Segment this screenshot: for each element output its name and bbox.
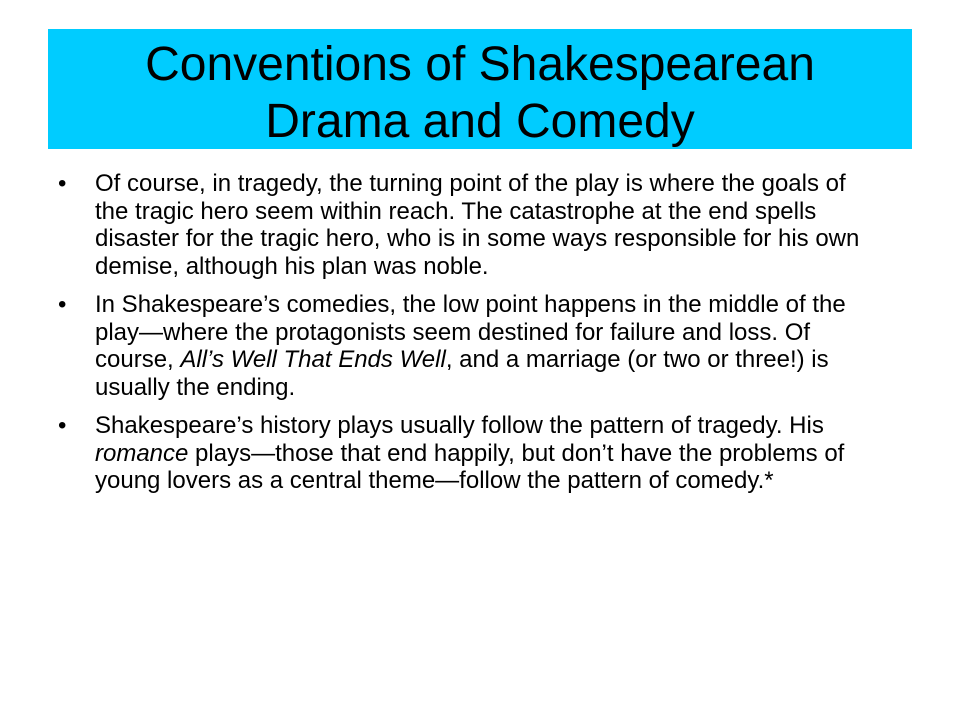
bullet-item-tragedy: [48, 170, 875, 280]
title-banner: [48, 29, 912, 149]
bullet-dot-icon: •: [58, 291, 67, 318]
bullet-item-histories: [48, 412, 875, 495]
bullet-dot-icon: •: [58, 170, 67, 197]
slide-title: [48, 29, 912, 150]
bullet-text-part-1: Shakespeare’s history plays usually follow the pattern of tragedy. His: [95, 412, 824, 439]
slide-title-line-2: Drama and Comedy: [265, 95, 695, 148]
bullet-text-part-2: , and a marriage (or two or three!) is usually the ending.: [95, 346, 829, 401]
bullet-text: Of course, in tragedy, the turning point of the play is where the goals of the tragic hero seem within reach. The catastrophe at the end spells disaster for the tragic hero, who is in some ways responsible for his own demise, although his plan was noble.: [95, 170, 860, 280]
bullet-text-italic: All’s Well That Ends Well: [180, 346, 446, 373]
bullet-dot-icon: •: [58, 412, 67, 439]
bullet-list: [48, 170, 912, 495]
slide-body: [48, 170, 912, 506]
bullet-text-part-1: In Shakespeare’s comedies, the low point happens in the middle of the play—where the protagonists seem destined for failure and loss. Of course,: [95, 291, 846, 373]
bullet-text-italic: romance: [95, 439, 189, 467]
bullet-text-part-2: plays—those that end happily, but don’t have the problems of young lovers as a central theme—follow the pattern of comedy.*: [95, 439, 845, 494]
bullet-item-comedies: [48, 291, 875, 401]
slide-title-line-1: Conventions of Shakespearean: [145, 38, 815, 91]
